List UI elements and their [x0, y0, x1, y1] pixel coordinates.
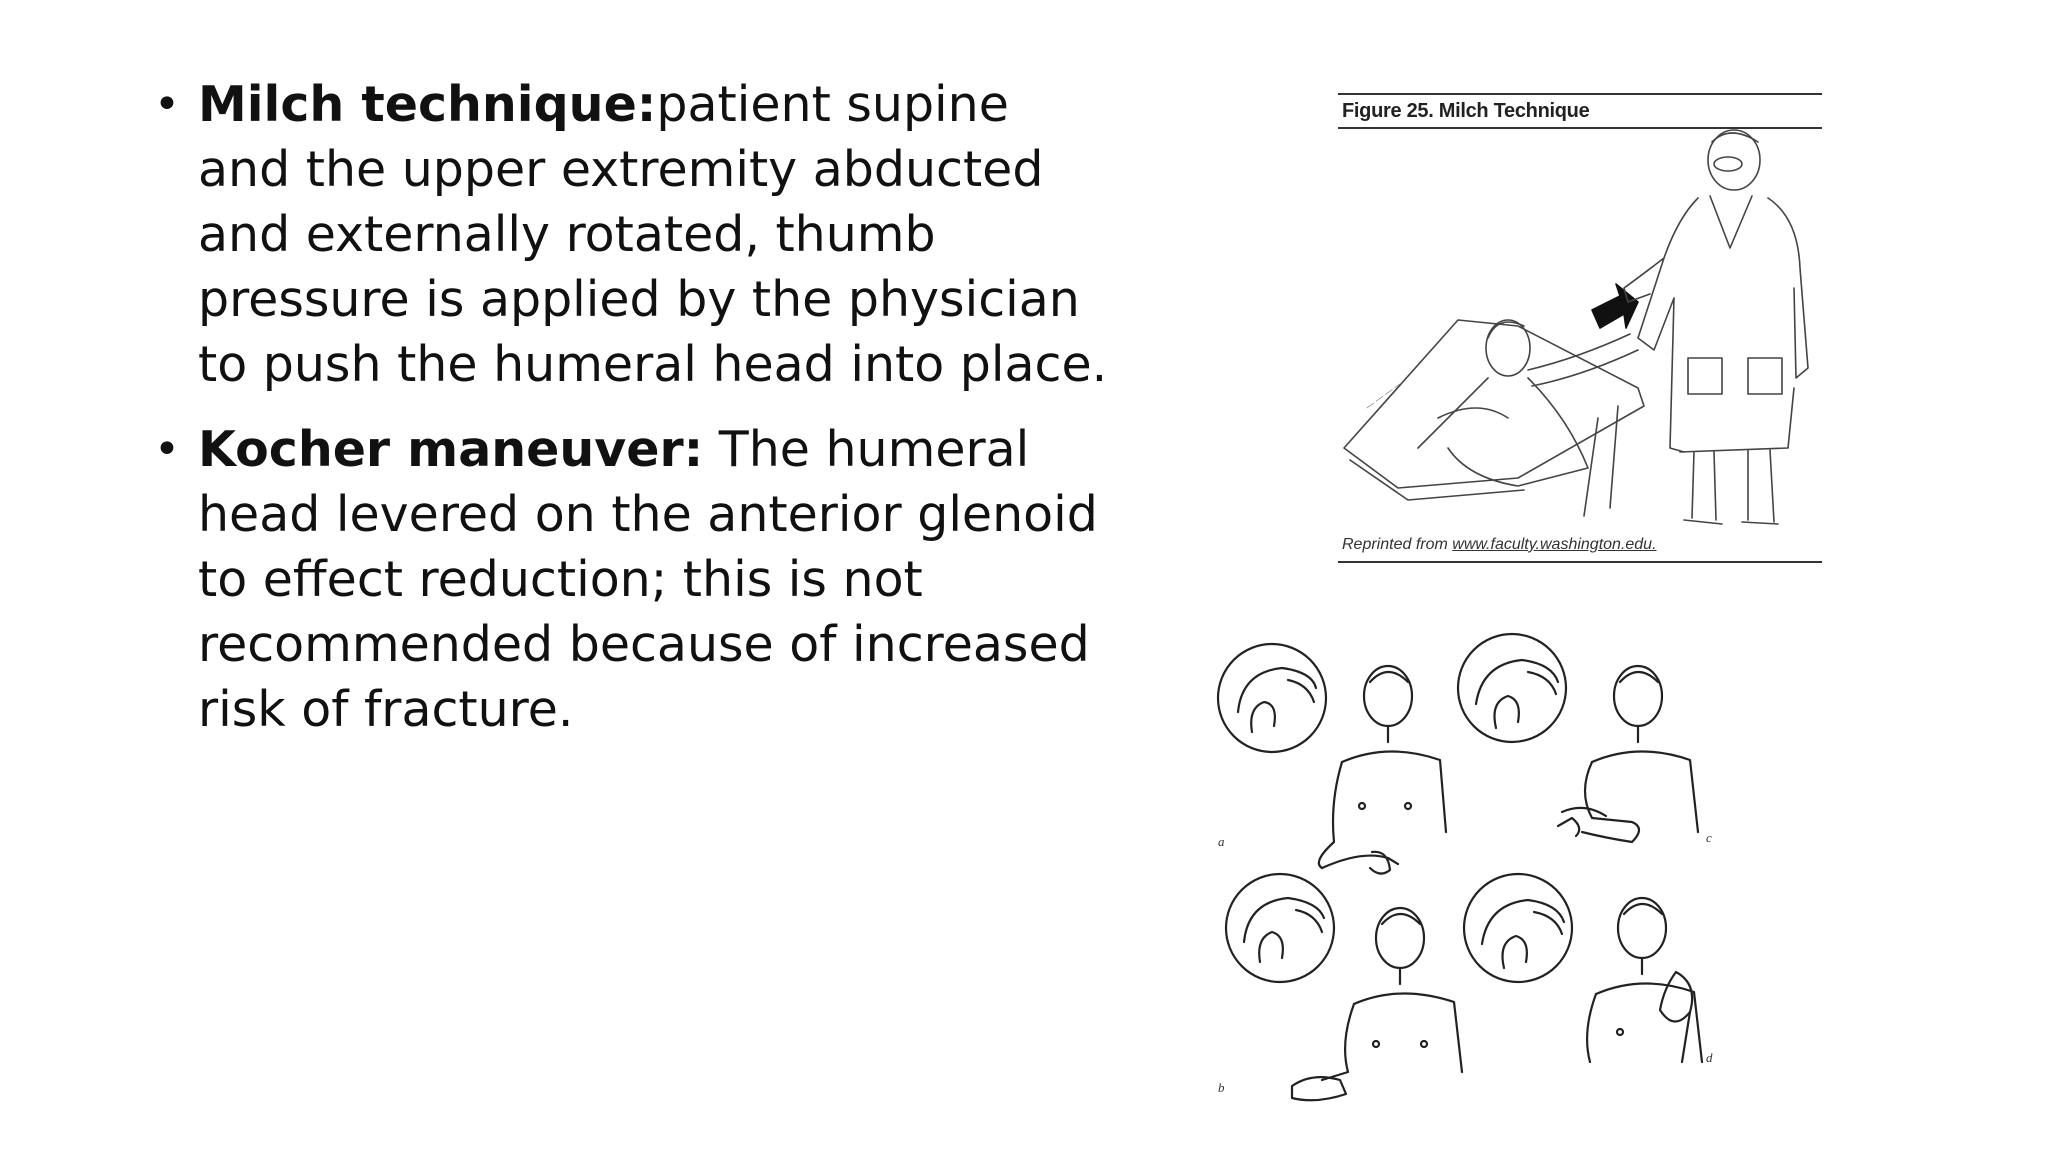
panel-d-drawing: [1464, 874, 1702, 1062]
figure-title: Figure 25. Milch Technique: [1342, 100, 1590, 122]
svg-text:— — — —: — — — —: [1363, 377, 1405, 412]
panel-label-b: b: [1218, 1080, 1225, 1095]
bullet-kocher: [154, 417, 1114, 742]
milch-illustration: [1338, 88, 1828, 574]
panel-c-drawing: [1458, 634, 1698, 842]
panel-label-c: c: [1706, 830, 1712, 845]
panel-label-a: a: [1218, 834, 1225, 849]
bullet-term: Kocher maneuver:: [198, 421, 704, 478]
kocher-figure: [1212, 632, 1732, 1122]
bullet-text: patient supine and the upper extremity abducted and externally rotated, thumb pressure is applied by the physician to push the humeral head into place.: [198, 76, 1108, 393]
bullet-milch: [154, 72, 1114, 397]
panel-a-drawing: [1218, 644, 1446, 874]
panel-b-drawing: [1226, 874, 1462, 1100]
bullet-dot-icon: •: [154, 424, 180, 475]
credit-prefix: Reprinted from: [1342, 536, 1453, 553]
bullet-dot-icon: •: [154, 79, 180, 130]
bullet-text: The humeral head levered on the anterior glenoid to effect reduction; this is not recommended because of increased risk of fracture.: [198, 421, 1098, 738]
milch-figure: [1338, 88, 1828, 574]
bullet-list: [154, 72, 1114, 762]
panel-label-d: d: [1706, 1050, 1713, 1065]
figure-credit: [1342, 536, 1657, 554]
credit-url: www.faculty.washington.edu.: [1452, 536, 1657, 553]
bullet-term: Milch technique:: [198, 76, 657, 133]
kocher-illustration: [1212, 632, 1732, 1122]
